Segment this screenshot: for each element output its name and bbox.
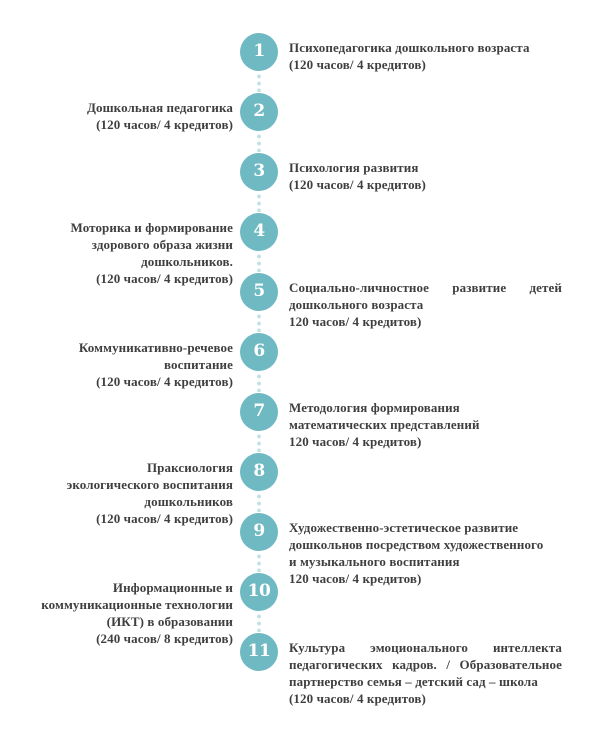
step-circle-9 bbox=[240, 513, 278, 551]
course-line: (120 часов/ 4 кредитов) bbox=[289, 691, 426, 706]
course-line: Культура эмоционального интеллекта bbox=[289, 640, 562, 655]
timeline-connector-dots bbox=[257, 553, 261, 572]
step-number: 5 bbox=[253, 281, 265, 301]
course-line: Информационные и bbox=[112, 580, 233, 595]
course-line: педагогических кадров. / Образовательное bbox=[289, 657, 562, 672]
course-line: (120 часов/ 4 кредитов) bbox=[289, 177, 426, 192]
course-line: 120 часов/ 4 кредитов) bbox=[289, 571, 422, 586]
step-circle-7 bbox=[240, 393, 278, 431]
timeline-connector-dots bbox=[257, 313, 261, 332]
course-line: дошкольников bbox=[144, 494, 233, 509]
step-number: 9 bbox=[253, 521, 265, 541]
course-line: Дошкольная педагогика bbox=[86, 100, 233, 115]
course-text-11 bbox=[289, 639, 562, 707]
step-number: 8 bbox=[253, 461, 265, 481]
course-text-6 bbox=[20, 339, 233, 390]
course-text-9 bbox=[289, 519, 562, 587]
course-line: математических представлений bbox=[289, 417, 480, 432]
course-line: 120 часов/ 4 кредитов) bbox=[289, 434, 422, 449]
course-line: Праксиология bbox=[146, 460, 233, 475]
course-line: Психология развития bbox=[289, 160, 419, 175]
step-circle-11 bbox=[240, 633, 278, 671]
course-line: (120 часов/ 4 кредитов) bbox=[289, 57, 426, 72]
step-circle-1 bbox=[240, 33, 278, 71]
timeline-connector-dots bbox=[257, 253, 261, 272]
timeline-connector-dots bbox=[257, 433, 261, 452]
step-number: 4 bbox=[253, 221, 265, 241]
step-circle-2 bbox=[240, 93, 278, 131]
course-line: (120 часов/ 4 кредитов) bbox=[96, 271, 233, 286]
step-circle-6 bbox=[240, 333, 278, 371]
course-line: коммуникационные технологии bbox=[41, 597, 233, 612]
step-circle-4 bbox=[240, 213, 278, 251]
course-line: здорового образа жизни bbox=[91, 237, 233, 252]
step-number: 7 bbox=[253, 401, 265, 421]
course-line: Художественно-эстетическое развитие bbox=[289, 520, 519, 535]
course-text-5 bbox=[289, 279, 562, 330]
course-text-8 bbox=[20, 459, 233, 527]
course-line: Социально-личностное развитие детей bbox=[289, 280, 562, 295]
course-line: экологического воспитания bbox=[66, 477, 233, 492]
course-text-1 bbox=[289, 39, 562, 73]
timeline-connector-dots bbox=[257, 193, 261, 212]
course-line: и музыкального воспитания bbox=[289, 554, 460, 569]
course-line: дошкольнов посредством художественного bbox=[289, 537, 544, 552]
timeline-connector-dots bbox=[257, 373, 261, 392]
course-line: (120 часов/ 4 кредитов) bbox=[96, 117, 233, 132]
course-text-4 bbox=[20, 219, 233, 287]
course-line: воспитание bbox=[164, 357, 233, 372]
course-line: Психопедагогика дошкольного возраста bbox=[289, 40, 530, 55]
course-line: дошкольников. bbox=[141, 254, 233, 269]
course-line: (120 часов/ 4 кредитов) bbox=[96, 374, 233, 389]
course-text-10 bbox=[20, 579, 233, 647]
course-line: Моторика и формирование bbox=[70, 220, 233, 235]
step-circle-10 bbox=[240, 573, 278, 611]
step-number: 2 bbox=[253, 101, 265, 121]
course-line: Методология формирования bbox=[289, 400, 460, 415]
timeline-connector-dots bbox=[257, 613, 261, 632]
course-line: партнерство семья – детский сад – школа bbox=[289, 674, 538, 689]
course-text-7 bbox=[289, 399, 562, 450]
course-line: (240 часов/ 8 кредитов) bbox=[96, 631, 233, 646]
course-line: 120 часов/ 4 кредитов) bbox=[289, 314, 422, 329]
step-circle-3 bbox=[240, 153, 278, 191]
step-number: 1 bbox=[253, 41, 265, 61]
step-circle-8 bbox=[240, 453, 278, 491]
step-number: 11 bbox=[247, 641, 271, 661]
course-line: дошкольного возраста bbox=[289, 297, 424, 312]
step-number: 10 bbox=[247, 581, 271, 601]
step-circle-5 bbox=[240, 273, 278, 311]
course-line: (120 часов/ 4 кредитов) bbox=[96, 511, 233, 526]
course-text-2 bbox=[20, 99, 233, 133]
course-text-3 bbox=[289, 159, 562, 193]
timeline-connector-dots bbox=[257, 133, 261, 152]
step-number: 6 bbox=[253, 341, 265, 361]
course-line: (ИКТ) в образовании bbox=[106, 614, 233, 629]
step-number: 3 bbox=[253, 161, 265, 181]
timeline-connector-dots bbox=[257, 493, 261, 512]
course-line: Коммуникативно-речевое bbox=[78, 340, 233, 355]
timeline-connector-dots bbox=[257, 73, 261, 92]
